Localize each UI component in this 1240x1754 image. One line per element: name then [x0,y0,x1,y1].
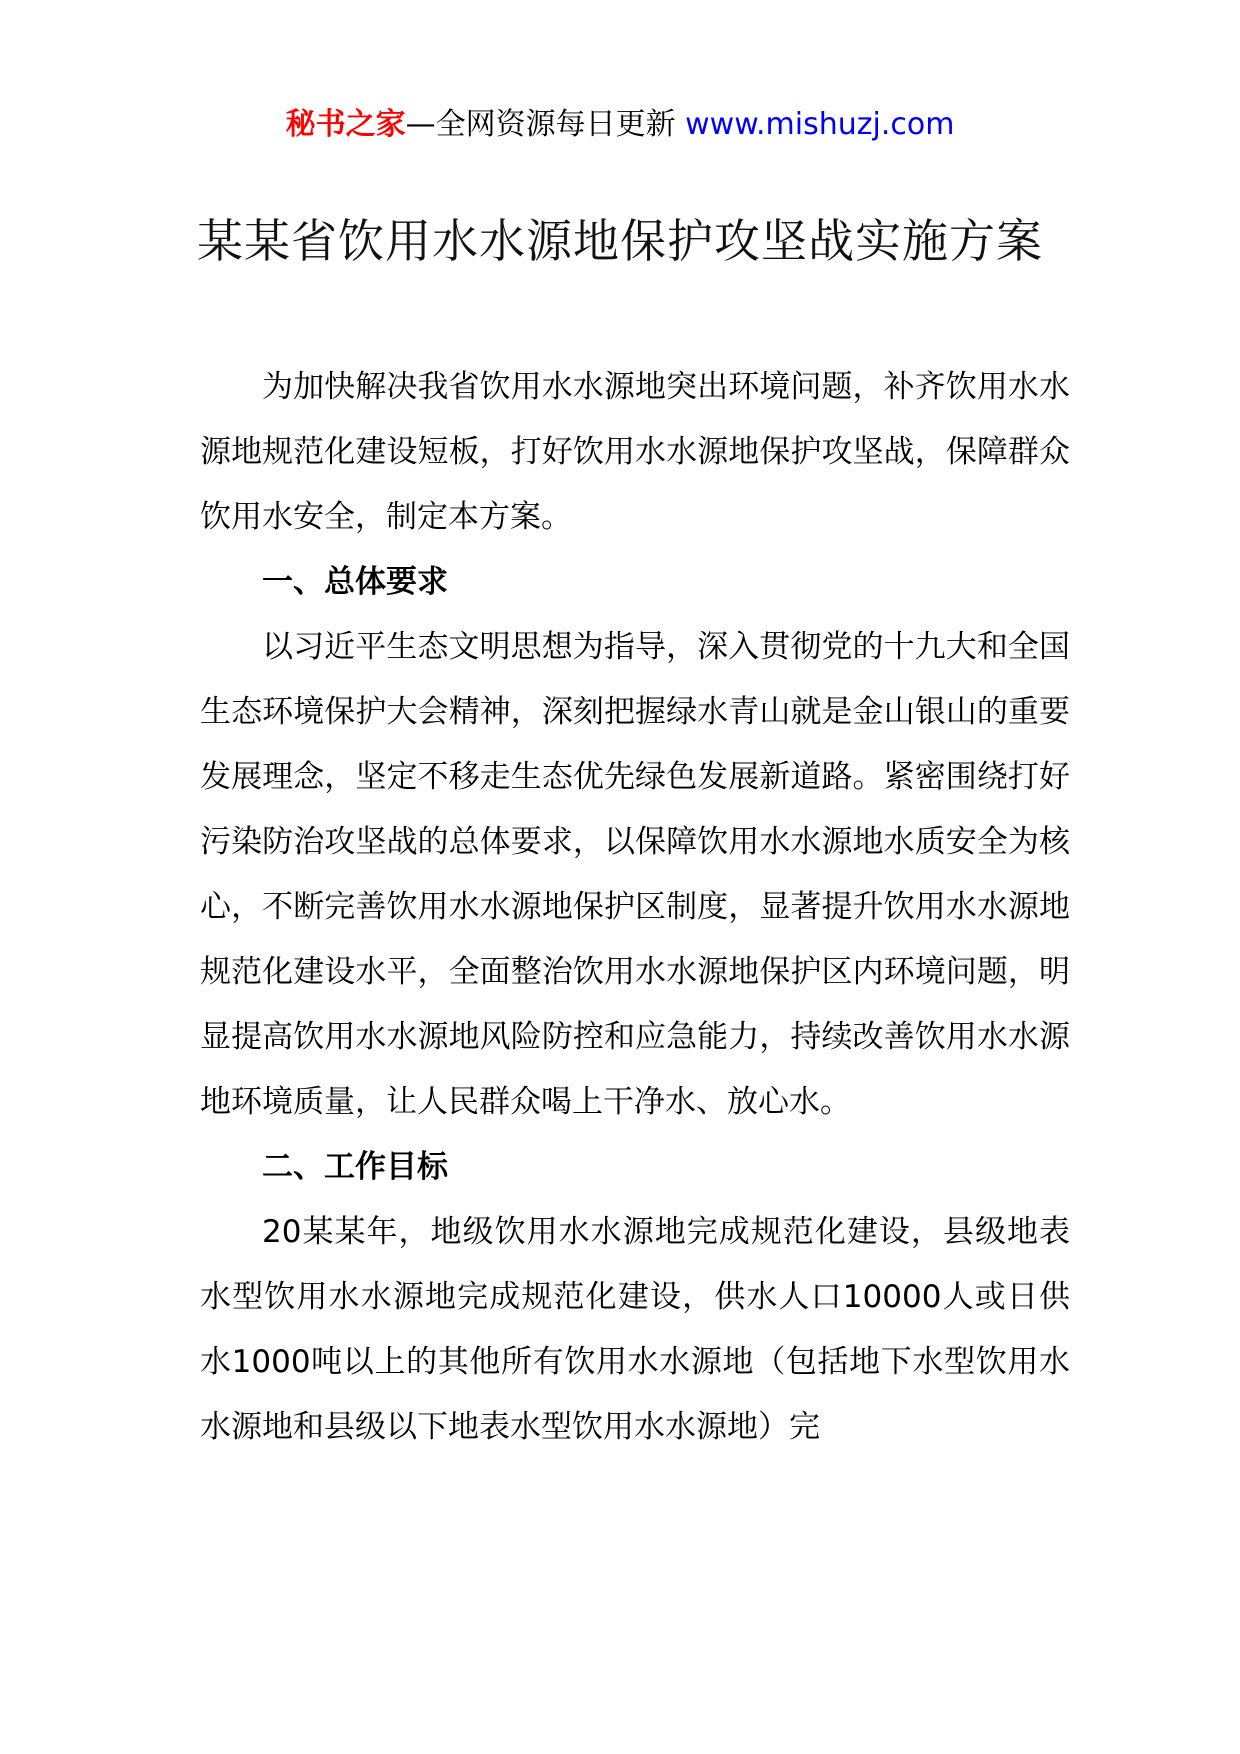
section-paragraph-work-goals: 20某某年，地级饮用水水源地完成规范化建设，县级地表水型饮用水水源地完成规范化建设，供水人口10000人或日供水1000吨以上的其他所有饮用水水源地（包括地下水型饮用水水源地和县级以下地表水型饮用水水源地）完 [200,1214,1070,1445]
section-paragraph-general-requirements: 以习近平生态文明思想为指导，深入贯彻党的十九大和全国生态环境保护大会精神，深刻把握绿水青山就是金山银山的重要发展理念，坚定不移走生态优先绿色发展新道路。紧密围绕打好污染防治攻坚战的总体要求，以保障饮用水水源地水质安全为核心，不断完善饮用水水源地保护区制度，显著提升饮用水水源地规范化建设水平，全面整治饮用水水源地保护区内环境问题，明显提高饮用水水源地风险防控和应急能力，持续改善饮用水水源地环境质量，让人民群众喝上干净水、放心水。 [200,629,1070,1120]
banner-tagline: —全网资源每日更新 [405,107,686,142]
document-body [200,355,1070,1460]
site-url[interactable]: www.mishuzj.com [685,107,955,142]
site-banner [0,103,1240,147]
section-heading-work-goals: 二、工作目标 [262,1149,448,1185]
brand-name: 秘书之家 [285,107,406,142]
section-heading-general-requirements: 一、总体要求 [262,564,448,600]
intro-paragraph: 为加快解决我省饮用水水源地突出环境问题，补齐饮用水水源地规范化建设短板，打好饮用水水源地保护攻坚战，保障群众饮用水安全，制定本方案。 [200,369,1070,535]
document-title: 某某省饮用水水源地保护攻坚战实施方案 [197,214,1043,268]
